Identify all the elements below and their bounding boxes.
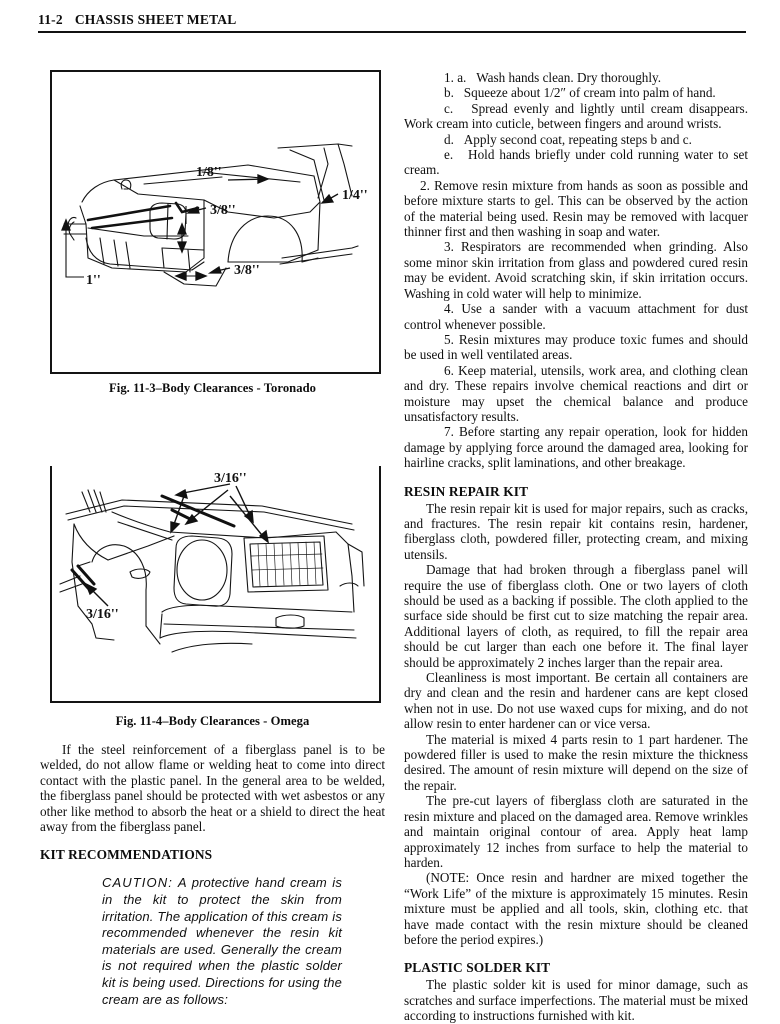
- step-text: Hold hands briefly under cold running water to set cream.: [404, 147, 748, 178]
- left-column: [40, 66, 385, 1008]
- figure-spacer: [40, 66, 385, 742]
- step-label: 5.: [444, 331, 454, 347]
- step-text: Remove resin mixture from hands as soon as possible and before mixture starts to gel. This can be observed by the action of the material being used. Resin may be removed with lacquer thinner first and then washing in soap and water.: [404, 177, 749, 240]
- step-label: 4.: [444, 301, 454, 317]
- heading-resin-repair-kit: RESIN REPAIR KIT: [404, 483, 529, 499]
- resin-para-5: The pre-cut layers of fiberglass cloth are saturated in the resin mixture and placed on the damaged area. Remove wrinkles and maintain original contour of area. Apply heat lamp approximately 12 inches from surface to help the material to harden.: [404, 793, 748, 870]
- step-5: [404, 332, 748, 363]
- step-text: Spread evenly and lightly until cream disappears. Work cream into cuticle, between fingers and around wrists.: [404, 100, 748, 132]
- callout-1-inch: 1'': [86, 273, 101, 288]
- step-label: c.: [444, 100, 454, 116]
- caution-label: CAUTION:: [102, 875, 173, 891]
- heading-kit-recommendations: KIT RECOMMENDATIONS: [40, 847, 213, 863]
- step-text: Squeeze about 1/2″ of cream into palm of hand.: [463, 85, 716, 101]
- step-text: Wash hands clean. Dry thoroughly.: [476, 70, 662, 85]
- step-text: Apply second coat, repeating steps b and c.: [463, 131, 692, 147]
- resin-para-4: The material is mixed 4 parts resin to 1 part hardener. The powdered filler is used to make the resin mixture the thickness desired. The amount of resin mixture will depend on the size of the repair.: [404, 731, 748, 793]
- page-header: [38, 12, 744, 28]
- callout-3-8-lower: 3/8'': [234, 263, 260, 278]
- callout-1-8: 1/8'': [196, 165, 222, 180]
- step-2: [404, 178, 748, 240]
- right-column: [404, 70, 748, 1024]
- resin-para-2: Damage that had broken through a fiberglass panel will require the use of fiberglass cloth. One or two layers of cloth should be used as a backing if possible. The cloth applied to the surface side should be first cut to size matching the repair area. Additional layers of cloth, as required, to fill the repair area should be cut larger than each one before it. The final layer should be approximately 2 inches larger than the repair area.: [404, 562, 748, 670]
- page-title: CHASSIS SHEET METAL: [74, 12, 237, 27]
- running-head: [38, 12, 744, 28]
- heading-plastic-solder-kit: PLASTIC SOLDER KIT: [404, 960, 551, 976]
- caution-text: [102, 875, 342, 1008]
- step-7: [404, 424, 748, 470]
- page-number: 11-2: [38, 12, 63, 27]
- step-text: Before starting any repair operation, look for hidden damage by applying force around the damaged area, looking for hairline cracks, split laminations, and other breakage.: [404, 424, 748, 471]
- callout-3-16-top: 3/16'': [214, 471, 247, 486]
- step-label: 1. a.: [444, 70, 467, 85]
- step-label: 2.: [420, 177, 430, 193]
- step-1c: [404, 101, 748, 132]
- step-label: 3.: [444, 239, 454, 255]
- step-1d: [404, 132, 748, 147]
- plastic-solder-para: The plastic solder kit is used for minor damage, such as scratches and surface imperfections. The material must be mixed according to instructions furnished with kit.: [404, 977, 748, 1024]
- step-4: [404, 301, 748, 332]
- step-label: 7.: [444, 424, 454, 440]
- step-label: e.: [444, 147, 454, 163]
- step-1e: [404, 147, 748, 178]
- step-6: [404, 363, 748, 425]
- step-text: Resin mixtures may produce toxic fumes and should be used in well ventilated areas.: [404, 331, 748, 363]
- step-text: Keep material, utensils, work area, and clothing clean and dry. These repairs involve chemical reactions and dirt or moisture may upset the chemical balance and produce unsatisfactory results.: [404, 362, 749, 424]
- header-divider: [38, 31, 746, 33]
- callout-3-16-left: 3/16'': [86, 607, 119, 622]
- caution-body: A protective hand cream is in the kit to protect the skin from irritation. The application of this cream is recommended whenever the resin kit materials are used. Generally the cream is not required when the plastic solder kit is being used. Directions for using the cream are as follows:: [102, 875, 342, 1007]
- paragraph-fiberglass-welding: If the steel reinforcement of a fiberglass panel is to be welded, do not allow flame or welding heat to come into direct contact with the plastic panel. In the general area to be welded, the fiberglass panel should be protected with wet asbestos or any other like method to absorb the heat or a shield to direct the heat away from the fiberglass panel.: [40, 742, 385, 835]
- figure-caption-toronado: Fig. 11-3–Body Clearances - Toronado: [109, 381, 316, 395]
- step-label: b.: [444, 85, 454, 101]
- caution-note: [102, 875, 342, 1008]
- step-text: Use a sander with a vacuum attachment for dust control whenever possible.: [404, 301, 748, 332]
- figure-caption-omega: Fig. 11-4–Body Clearances - Omega: [115, 714, 310, 728]
- step-3: [404, 239, 748, 301]
- step-1b: [404, 85, 748, 100]
- callout-1-4: 1/4'': [342, 188, 368, 203]
- callout-3-8-upper: 3/8'': [210, 203, 236, 218]
- resin-para-3: Cleanliness is most important. Be certain all containers are dry and clean and the resin and hardener cans are kept closed when not in use. Do not use waxed cups for mixing, and do not allow resin to enter hardener can or vice versa.: [404, 670, 748, 732]
- step-label: 6.: [444, 362, 454, 378]
- resin-note: (NOTE: Once resin and hardner are mixed together the “Work Life” of the mixture is approximately 15 minutes. Resin mixture must be applied and all tools, skin, clothing etc. that have made contact with the resin mixture should be cleaned before the period expires.): [404, 870, 748, 947]
- step-text: Respirators are recommended when grinding. Also some minor skin irritation from glass and powdered cured resin may be evident. Avoid scratching skin, if skin irritation occurs. Washing in cold water will help to minimize.: [404, 239, 749, 301]
- step-1a: [404, 70, 748, 85]
- resin-para-1: The resin repair kit is used for major repairs, such as cracks, and fractures. The resin repair kit contains resin, hardener, fiberglass cloth, powdered filler, protecting cream, and mixing utensils.: [404, 500, 748, 562]
- step-label: d.: [444, 131, 454, 147]
